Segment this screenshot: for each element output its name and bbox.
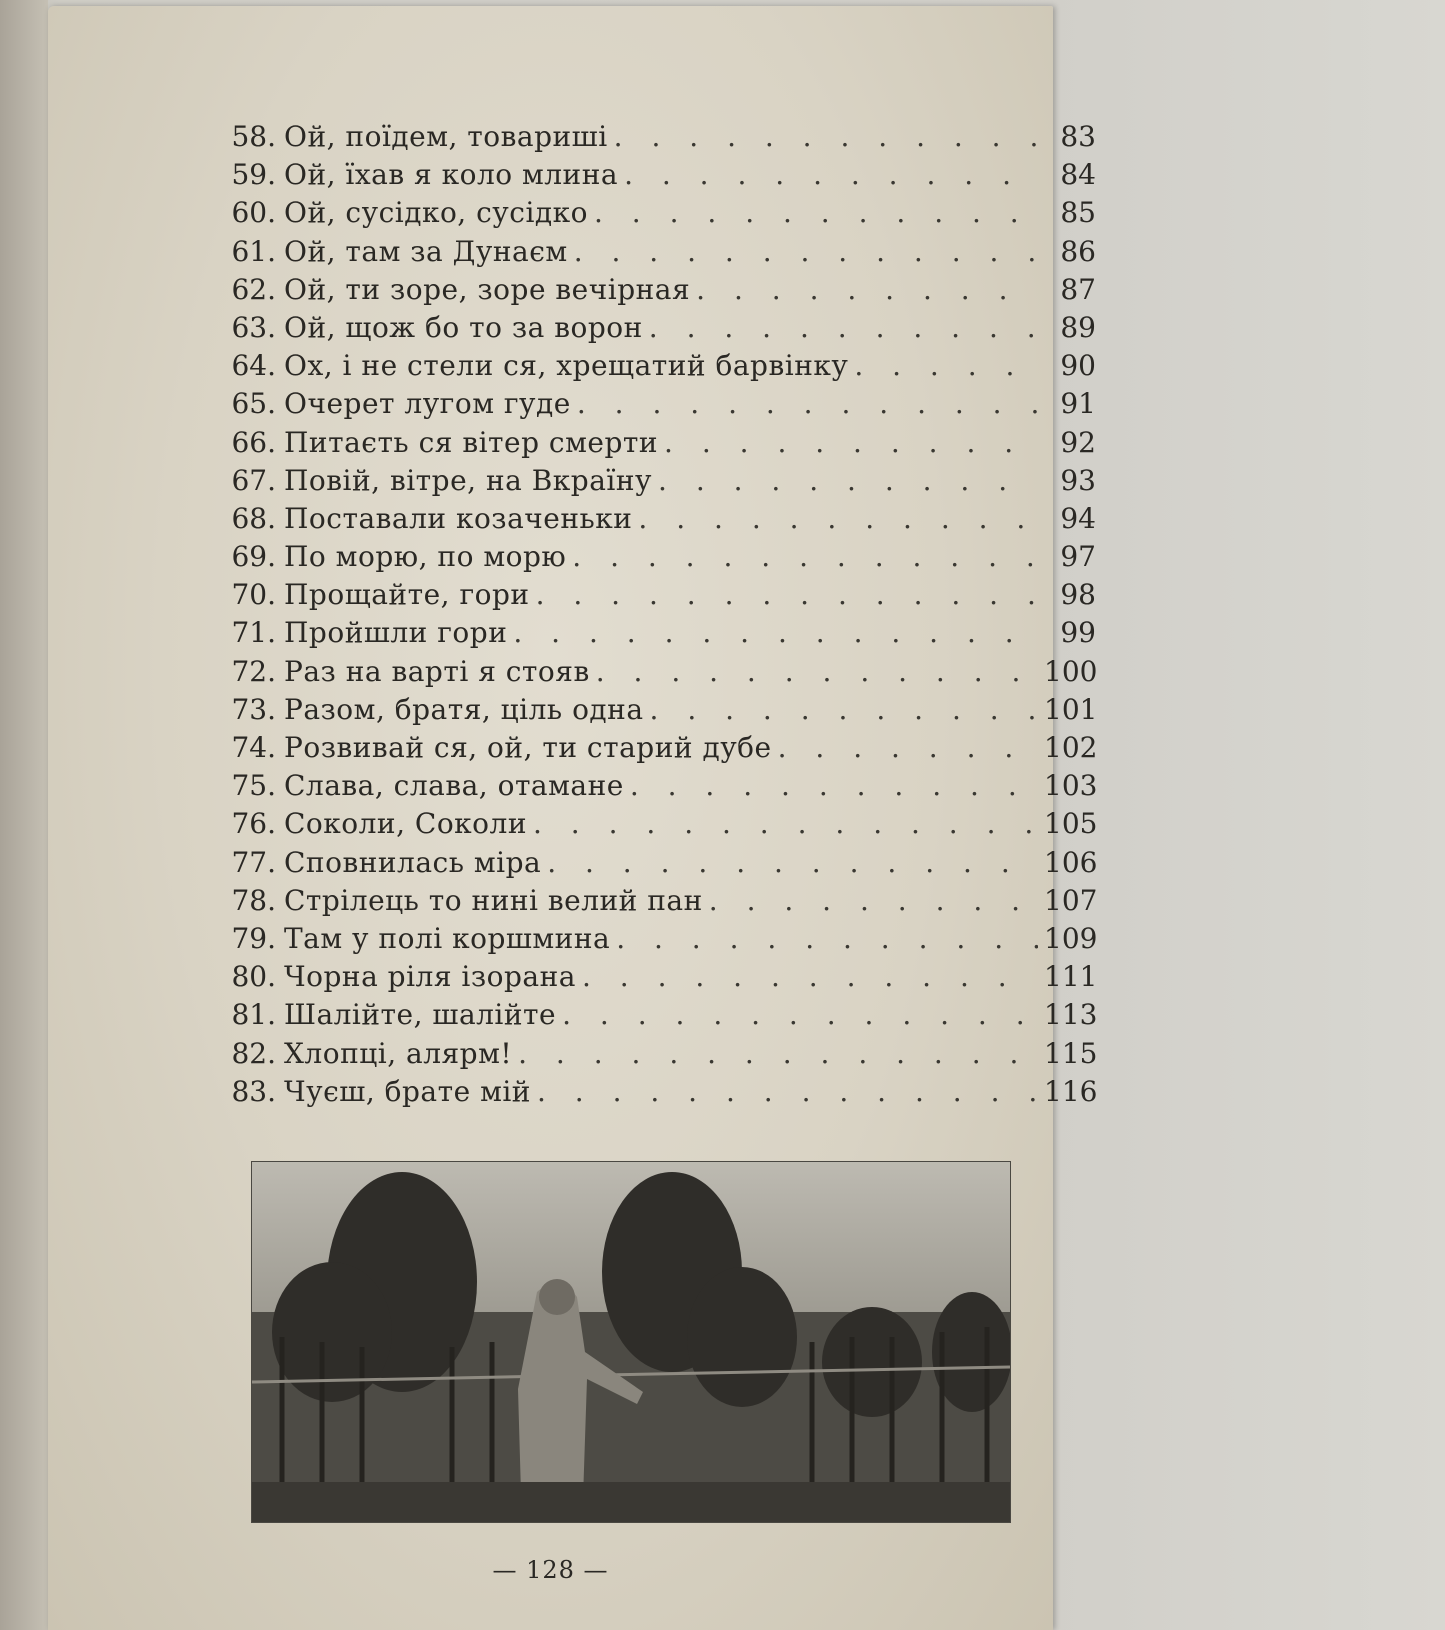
toc-entry-page: 98 xyxy=(1060,578,1096,612)
toc-entry-title: Слава, слава, отамане xyxy=(284,769,624,803)
toc-entry-number: 79. xyxy=(231,921,276,955)
toc-entry-number: 69. xyxy=(231,540,276,574)
toc-entry-title: Сповнилась міра xyxy=(284,845,542,879)
table-of-contents xyxy=(226,120,1096,1113)
toc-dot-leader xyxy=(696,273,1038,306)
illustration-photo xyxy=(251,1161,1011,1523)
toc-entry-title: Чуєш, брате мій xyxy=(284,1074,531,1108)
toc-entry-number: 71. xyxy=(231,616,276,650)
toc-dot-leader xyxy=(638,502,1038,535)
toc-entry-title: Ой, сусідко, сусідко xyxy=(284,196,588,230)
toc-entry-title: Раз на варті я стояв xyxy=(284,654,590,688)
toc-entry-title: Прощайте, гори xyxy=(284,578,530,612)
toc-entry xyxy=(226,960,1096,998)
toc-dot-leader xyxy=(854,349,1038,382)
toc-entry-page: 97 xyxy=(1060,540,1096,574)
toc-entry-title: Ой, їхав я коло млина xyxy=(284,158,619,192)
toc-entry-number: 73. xyxy=(231,692,276,726)
toc-entry xyxy=(226,120,1096,158)
toc-entry xyxy=(226,731,1096,769)
toc-entry-page: 109 xyxy=(1044,921,1098,955)
toc-entry-page: 89 xyxy=(1060,310,1096,344)
toc-dot-leader xyxy=(547,846,1038,879)
toc-entry-number: 81. xyxy=(231,998,276,1032)
toc-entry-title: Ой, поїдем, товариші xyxy=(284,120,608,153)
toc-dot-leader xyxy=(537,1075,1038,1108)
toc-entry-title: Шалійте, шалійте xyxy=(284,998,557,1032)
toc-entry-number: 66. xyxy=(231,425,276,459)
toc-entry xyxy=(226,655,1096,693)
toc-entry-title: Ох, і не стели ся, хрещатий барвінку xyxy=(284,349,849,383)
toc-entry xyxy=(226,311,1096,349)
toc-entry-title: Повій, вітре, на Вкраїну xyxy=(284,463,653,497)
toc-dot-leader xyxy=(574,235,1038,268)
toc-entry xyxy=(226,846,1096,884)
toc-entry-page: 90 xyxy=(1060,349,1096,383)
book-page xyxy=(48,6,1098,1630)
toc-entry-title: Розвивай ся, ой, ти старий дубе xyxy=(284,731,772,764)
illustration-image xyxy=(252,1162,1010,1522)
toc-entry-page: 102 xyxy=(1044,731,1098,764)
toc-entry xyxy=(226,349,1096,387)
toc-entry-page: 116 xyxy=(1044,1074,1098,1108)
toc-entry-title: Стрілець то нині велий пан xyxy=(284,883,703,917)
toc-entry-page: 84 xyxy=(1060,158,1096,192)
toc-entry-number: 60. xyxy=(231,196,276,230)
toc-entry-number: 82. xyxy=(231,1036,276,1070)
toc-dot-leader xyxy=(562,998,1038,1031)
toc-dot-leader xyxy=(624,158,1038,191)
toc-entry-page: 105 xyxy=(1044,807,1098,841)
toc-entry xyxy=(226,998,1096,1036)
toc-dot-leader xyxy=(616,922,1038,955)
toc-dot-leader xyxy=(630,769,1038,802)
toc-entry-page: 115 xyxy=(1044,1036,1098,1070)
toc-entry xyxy=(226,807,1096,845)
toc-entry-page: 100 xyxy=(1044,654,1098,688)
toc-entry xyxy=(226,502,1096,540)
toc-entry-page: 103 xyxy=(1044,769,1098,803)
toc-entry xyxy=(226,693,1096,731)
toc-entry xyxy=(226,426,1096,464)
toc-dot-leader xyxy=(649,311,1038,344)
toc-entry-title: Питаєть ся вітер смерти xyxy=(284,425,659,459)
toc-entry-number: 59. xyxy=(231,158,276,192)
toc-entry xyxy=(226,196,1096,234)
toc-entry xyxy=(226,884,1096,922)
toc-entry-number: 61. xyxy=(231,234,276,268)
toc-entry-title: Чорна ріля ізорана xyxy=(284,960,576,994)
toc-dot-leader xyxy=(614,120,1038,153)
toc-dot-leader xyxy=(582,960,1038,993)
toc-entry-page: 106 xyxy=(1044,845,1098,879)
toc-dot-leader xyxy=(596,655,1038,688)
toc-entry-number: 75. xyxy=(231,769,276,803)
toc-entry xyxy=(226,769,1096,807)
toc-entry-page: 113 xyxy=(1044,998,1098,1032)
toc-entry-title: Поставали козаченьки xyxy=(284,501,633,535)
toc-entry-number: 78. xyxy=(231,883,276,917)
toc-entry-page: 94 xyxy=(1060,501,1096,535)
toc-entry-title: Ой, там за Дунаєм xyxy=(284,234,568,268)
toc-entry xyxy=(226,922,1096,960)
toc-entry xyxy=(226,387,1096,425)
toc-dot-leader xyxy=(709,884,1038,917)
toc-entry-page: 101 xyxy=(1044,692,1098,726)
toc-entry-title: Очерет лугом гуде xyxy=(284,387,571,421)
toc-entry xyxy=(226,616,1096,654)
toc-entry xyxy=(226,235,1096,273)
toc-entry-title: Там у полі коршмина xyxy=(284,921,611,955)
toc-entry-title: Пройшли гори xyxy=(284,616,508,650)
toc-entry-page: 86 xyxy=(1060,234,1096,268)
toc-entry xyxy=(226,540,1096,578)
toc-dot-leader xyxy=(778,731,1038,764)
toc-entry-number: 64. xyxy=(231,349,276,383)
toc-entry-number: 83. xyxy=(231,1074,276,1108)
toc-entry-title: Ой, ти зоре, зоре вечірная xyxy=(284,272,691,306)
toc-entry-number: 80. xyxy=(231,960,276,994)
toc-entry xyxy=(226,578,1096,616)
previous-page-edge xyxy=(0,0,48,1630)
toc-entry-page: 87 xyxy=(1060,272,1096,306)
toc-entry-number: 76. xyxy=(231,807,276,841)
toc-entry-page: 111 xyxy=(1044,960,1098,994)
toc-entry-title: Ой, щож бо то за ворон xyxy=(284,310,643,344)
toc-entry-title: Разом, братя, ціль одна xyxy=(284,692,644,726)
toc-entry-number: 58. xyxy=(231,120,276,153)
toc-dot-leader xyxy=(577,387,1038,420)
toc-entry-number: 62. xyxy=(231,272,276,306)
toc-dot-leader xyxy=(664,426,1038,459)
toc-entry-title: По морю, по морю xyxy=(284,540,567,574)
toc-dot-leader xyxy=(658,464,1038,497)
toc-entry-number: 70. xyxy=(231,578,276,612)
toc-dot-leader xyxy=(650,693,1038,726)
page-number: — 128 — xyxy=(492,1556,609,1584)
toc-entry-page: 83 xyxy=(1060,120,1096,153)
toc-entry-number: 63. xyxy=(231,310,276,344)
toc-entry xyxy=(226,464,1096,502)
toc-dot-leader xyxy=(533,807,1038,840)
toc-dot-leader xyxy=(536,578,1038,611)
toc-entry-number: 72. xyxy=(231,654,276,688)
toc-entry-number: 65. xyxy=(231,387,276,421)
toc-entry xyxy=(226,1037,1096,1075)
toc-dot-leader xyxy=(572,540,1038,573)
toc-entry-number: 77. xyxy=(231,845,276,879)
toc-dot-leader xyxy=(594,196,1038,229)
toc-entry xyxy=(226,1075,1096,1113)
toc-entry-title: Хлопці, алярм! xyxy=(284,1036,513,1070)
toc-entry-page: 85 xyxy=(1060,196,1096,230)
toc-entry-title: Соколи, Соколи xyxy=(284,807,527,841)
toc-entry-page: 91 xyxy=(1060,387,1096,421)
toc-entry-page: 93 xyxy=(1060,463,1096,497)
toc-entry-number: 68. xyxy=(231,501,276,535)
toc-dot-leader xyxy=(518,1037,1038,1070)
toc-entry-page: 107 xyxy=(1044,883,1098,917)
toc-entry-page: 99 xyxy=(1060,616,1096,650)
toc-entry xyxy=(226,273,1096,311)
toc-entry-number: 67. xyxy=(231,463,276,497)
toc-entry-number: 74. xyxy=(231,731,276,764)
toc-entry-page: 92 xyxy=(1060,425,1096,459)
toc-dot-leader xyxy=(513,616,1038,649)
toc-entry xyxy=(226,158,1096,196)
